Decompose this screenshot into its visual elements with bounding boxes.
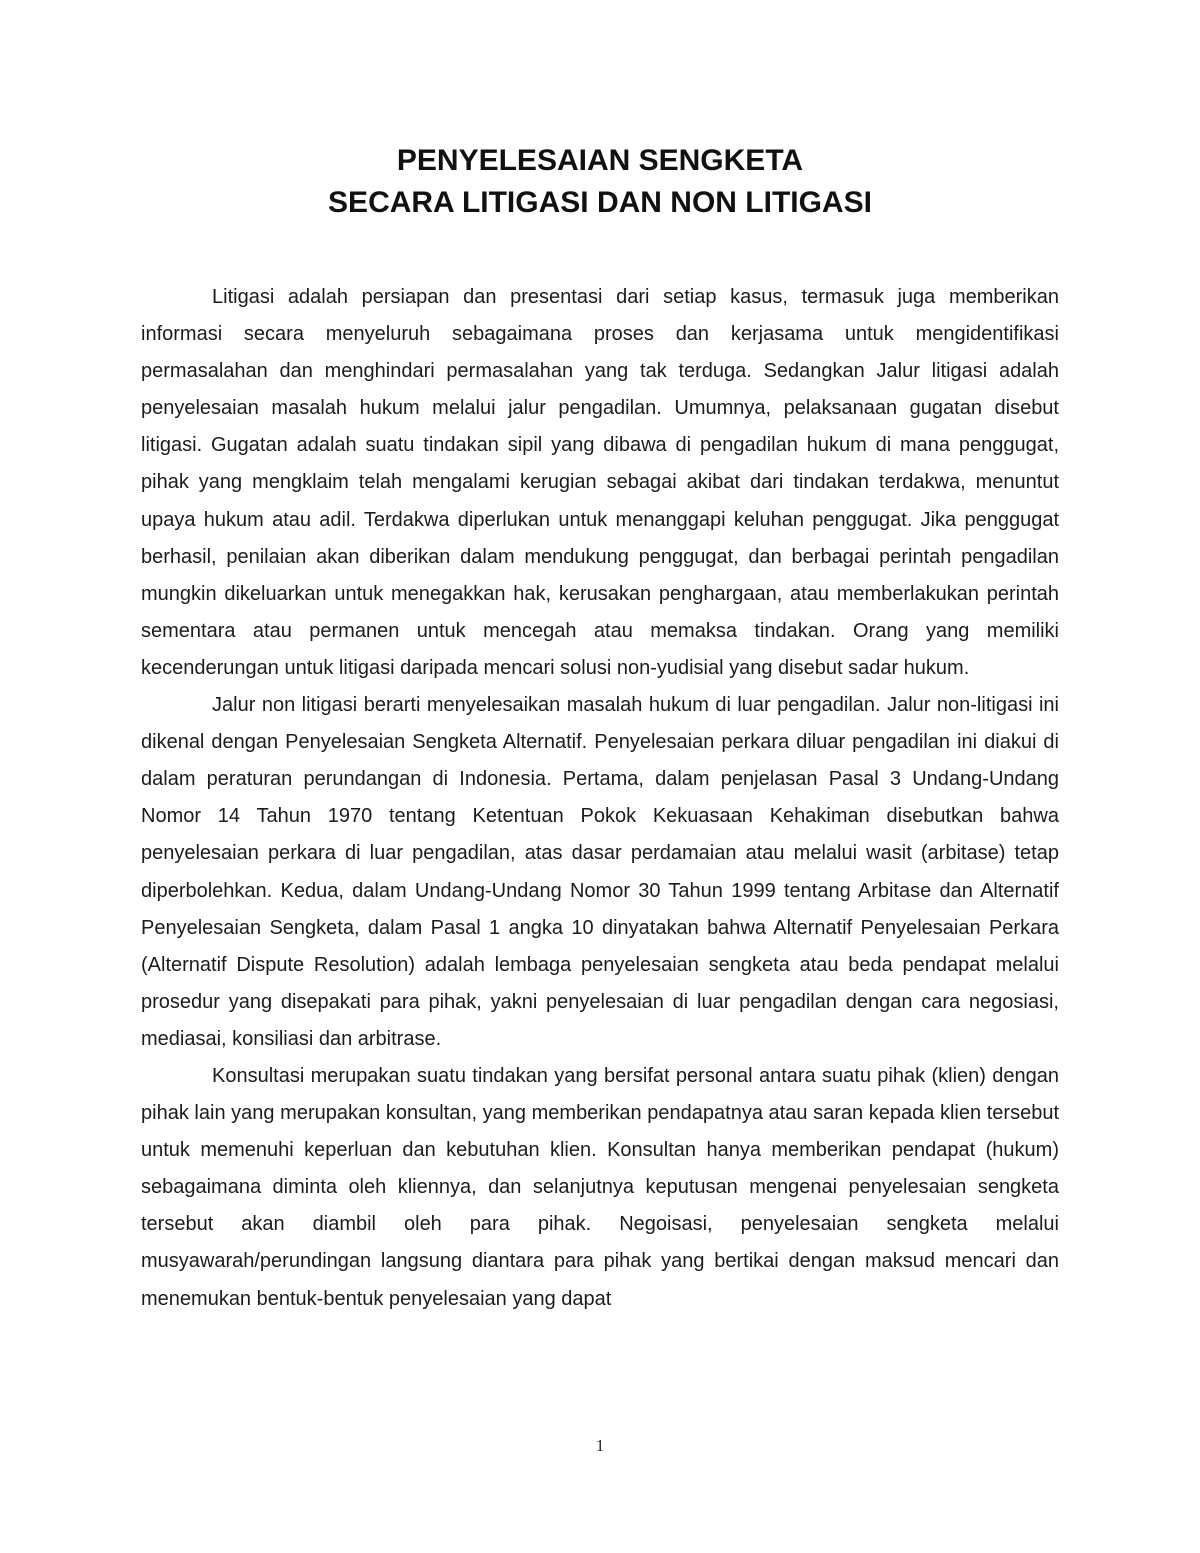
title-line-1: PENYELESAIAN SENGKETA bbox=[396, 144, 804, 177]
paragraph-konsultasi: Konsultasi merupakan suatu tindakan yang bersifat personal antara suatu pihak (klien) dengan pihak lain yang merupakan konsultan, yang memberikan pendapatnya atau saran kepada klien tersebut untuk memenuhi keperluan dan kebutuhan klien. Konsultan hanya memberikan pendapat (hukum) sebagaimana diminta oleh kliennya, dan selanjutnya keputusan mengenai penyelesaian sengketa tersebut akan diambil oleh para pihak. Negoisasi, penyelesaian sengketa melalui musyawarah/perundingan langsung diantara para pihak yang bertikai dengan maksud mencari dan menemukan bentuk-bentuk penyelesaian yang dapat bbox=[141, 1064, 1059, 1310]
paragraph-non-litigasi: Jalur non litigasi berarti menyelesaikan masalah hukum di luar pengadilan. Jalur non-litigasi ini dikenal dengan Penyelesaian Sengketa Alternatif. Penyelesaian perkara diluar pengadilan ini diakui di dalam peraturan perundangan di Indonesia. Pertama, dalam penjelasan Pasal 3 Undang-Undang Nomor 14 Tahun 1970 tentang Ketentuan Pokok Kekuasaan Kehakiman disebutkan bahwa penyelesaian perkara di luar pengadilan, atas dasar perdamaian atau melalui wasit (arbitase) tetap diperbolehkan. Kedua, dalam Undang-Undang Nomor 30 Tahun 1999 tentang Arbitase dan Alternatif Penyelesaian Sengketa, dalam Pasal 1 angka 10 dinyatakan bahwa Alternatif Penyelesaian Perkara (Alternatif Dispute Resolution) adalah lembaga penyelesaian sengketa atau beda pendapat melalui prosedur yang disepakati para pihak, yakni penyelesaian di luar pengadilan dengan cara negosiasi, mediasai, konsiliasi dan arbitrase. bbox=[141, 694, 1059, 1050]
document-title bbox=[141, 140, 1059, 224]
page-number: 1 bbox=[595, 1436, 605, 1455]
document-body bbox=[141, 279, 1059, 1318]
title-line-2: SECARA LITIGASI DAN NON LITIGASI bbox=[328, 186, 872, 219]
paragraph-litigasi: Litigasi adalah persiapan dan presentasi dari setiap kasus, termasuk juga memberikan informasi secara menyeluruh sebagaimana proses dan kerjasama untuk mengidentifikasi permasalahan dan menghindari permasalahan yang tak terduga. Sedangkan Jalur litigasi adalah penyelesaian masalah hukum melalui jalur pengadilan. Umumnya, pelaksanaan gugatan disebut litigasi. Gugatan adalah suatu tindakan sipil yang dibawa di pengadilan hukum di mana penggugat, pihak yang mengklaim telah mengalami kerugian sebagai akibat dari tindakan terdakwa, menuntut upaya hukum atau adil. Terdakwa diperlukan untuk menanggapi keluhan penggugat. Jika penggugat berhasil, penilaian akan diberikan dalam mendukung penggugat, dan berbagai perintah pengadilan mungkin dikeluarkan untuk menegakkan hak, kerusakan penghargaan, atau memberlakukan perintah sementara atau permanen untuk mencegah atau memaksa tindakan. Orang yang memiliki kecenderungan untuk litigasi daripada mencari solusi non-yudisial yang disebut sadar hukum. bbox=[141, 286, 1059, 679]
